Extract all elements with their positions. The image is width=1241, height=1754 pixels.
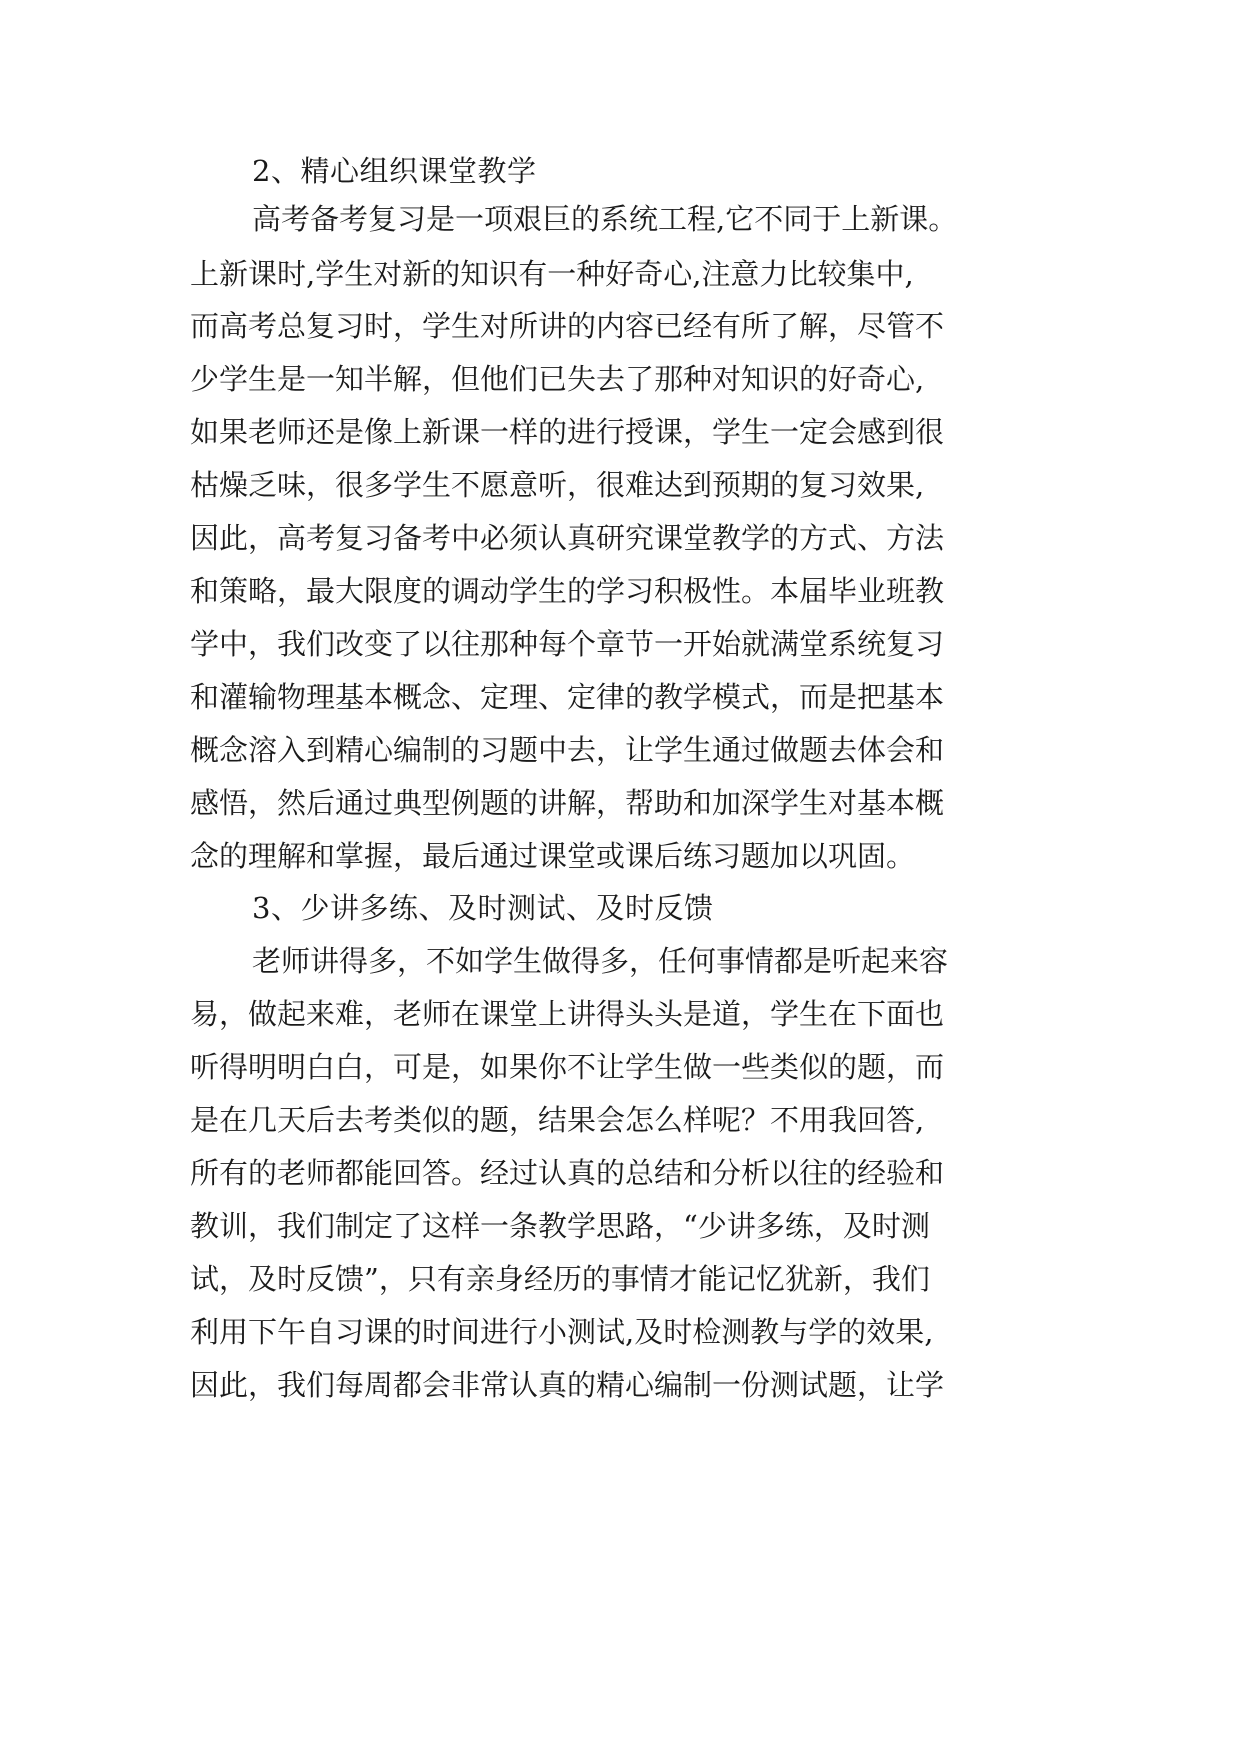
paragraph-line: 枯燥乏味，很多学生不愿意听，很难达到预期的复习效果, [190,468,925,502]
section-heading-3: 3、少讲多练、及时测试、及时反馈 [252,891,714,925]
paragraph-line: 高考备考复习是一项艰巨的系统工程,它不同于上新课。 [252,202,958,236]
paragraph-line: 上新课时,学生对新的知识有一种好奇心,注意力比较集中, [190,257,914,291]
paragraph-line: 是在几天后去考类似的题，结果会怎么样呢？不用我回答, [190,1103,925,1137]
paragraph-line: 和灌输物理基本概念、定理、定律的教学模式，而是把基本 [190,680,945,714]
paragraph-line: 因此，我们每周都会非常认真的精心编制一份测试题，让学 [190,1368,945,1402]
paragraph-line: 听得明明白白，可是，如果你不让学生做一些类似的题，而 [190,1050,945,1084]
paragraph-line: 而高考总复习时，学生对所讲的内容已经有所了解，尽管不 [190,309,945,343]
paragraph-line: 易，做起来难，老师在课堂上讲得头头是道，学生在下面也 [190,997,945,1031]
paragraph-line: 利用下午自习课的时间进行小测试,及时检测教与学的效果, [190,1315,934,1349]
paragraph-line: 念的理解和掌握，最后通过课堂或课后练习题加以巩固。 [190,839,916,873]
paragraph-line: 试，及时反馈”，只有亲身经历的事情才能记忆犹新，我们 [190,1262,930,1296]
paragraph-line: 感悟，然后通过典型例题的讲解，帮助和加深学生对基本概 [190,786,945,820]
paragraph-line: 和策略，最大限度的调动学生的学习积极性。本届毕业班教 [190,574,945,608]
paragraph-line: 所有的老师都能回答。经过认真的总结和分析以往的经验和 [190,1156,945,1190]
paragraph-line: 因此，高考复习备考中必须认真研究课堂教学的方式、方法 [190,521,945,555]
paragraph-line: 概念溶入到精心编制的习题中去，让学生通过做题去体会和 [190,733,945,767]
paragraph-line: 学中，我们改变了以往那种每个章节一开始就满堂系统复习 [190,627,945,661]
paragraph-line: 如果老师还是像上新课一样的进行授课，学生一定会感到很 [190,415,945,449]
paragraph-line: 老师讲得多，不如学生做得多，任何事情都是听起来容 [252,944,949,978]
paragraph-line: 少学生是一知半解，但他们已失去了那种对知识的好奇心, [190,362,925,396]
section-heading-2: 2、精心组织课堂教学 [252,154,537,188]
paragraph-line: 教训，我们制定了这样一条教学思路，“少讲多练，及时测 [190,1209,930,1243]
